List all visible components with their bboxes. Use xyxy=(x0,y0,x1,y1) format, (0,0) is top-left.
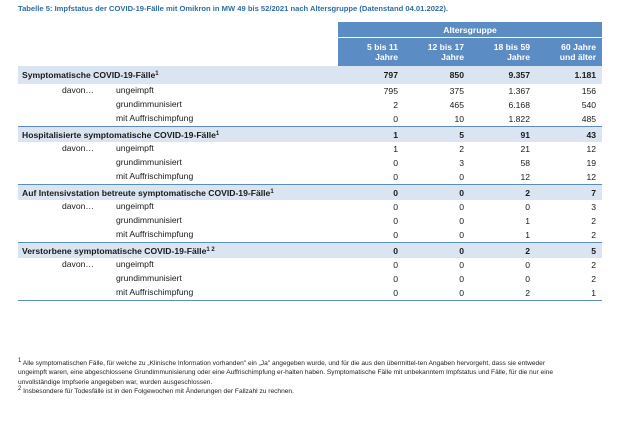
davon-label: davon… xyxy=(62,143,95,153)
row-label xyxy=(18,214,338,228)
total-cell: 797 xyxy=(338,66,404,84)
davon-label: davon… xyxy=(62,201,95,211)
total-cell: 2 xyxy=(470,185,536,201)
vaccination-status-label: grundimmunisiert xyxy=(116,215,182,225)
value-cell: 0 xyxy=(459,274,464,284)
total-cell: 1 xyxy=(338,127,404,143)
value-cell: 21 xyxy=(520,144,530,154)
row-label xyxy=(18,142,338,156)
vaccination-status-label: ungeimpft xyxy=(116,85,154,95)
vaccination-status-label: grundimmunisiert xyxy=(116,273,182,283)
row-label xyxy=(18,170,338,185)
footnote-1: $^1$ Alle symptomatischen Fälle, für welche zu „Klinische Information vorhanden" ein „Ja" angegeben wurde, und für die aus den übermittel-ten Angaben hervorgeht, dass sie entweder ungeimpft waren, eine abgeschlossene Grundimmunisierung oder eine Auffrischimpfung er-halten haben. Symptomatische Fälle mit unbekanntem Impfstatus und Fälle, für die nur eine unvollständige Impfserie angegeben war, wurden ausgeschlossen. xyxy=(18,358,554,386)
value-cell: 0 xyxy=(393,158,398,168)
table-row xyxy=(18,98,602,112)
value-cell: 1.367 xyxy=(508,86,530,96)
table-row xyxy=(18,112,602,127)
value-cell: 12 xyxy=(536,170,602,185)
table-row xyxy=(18,286,602,301)
vaccination-status-label: ungeimpft xyxy=(116,143,154,153)
column-header-12-17: 12 bis 17 Jahre xyxy=(404,38,470,67)
vaccination-status-label: mit Auffrischimpfung xyxy=(116,171,194,181)
vaccination-status-table xyxy=(18,22,602,301)
vaccination-status-label: grundimmunisiert xyxy=(116,99,182,109)
table-row xyxy=(18,228,602,243)
value-cell: 0 xyxy=(338,112,404,127)
section-row xyxy=(18,243,602,259)
value-cell: 19 xyxy=(586,158,597,168)
value-cell: 0 xyxy=(459,216,464,226)
section-title: Verstorbene symptomatische COVID-19-Fälle$^{1 2}$ xyxy=(18,243,338,259)
row-label xyxy=(18,98,338,112)
footnote-2: $^2$ Insbesondere für Todesfälle ist in den Folgewochen mit Änderungen der Fallzahl zu rechnen. xyxy=(18,386,294,396)
section-title: Symptomatische COVID-19-Fälle$^1$ xyxy=(18,66,338,84)
value-cell: 0 xyxy=(338,228,404,243)
total-cell: 0 xyxy=(338,185,404,201)
table-row xyxy=(18,258,602,272)
value-cell: 0 xyxy=(393,274,398,284)
total-cell: 1.181 xyxy=(536,66,602,84)
value-cell: 156 xyxy=(581,86,597,96)
value-cell: 2 xyxy=(459,144,464,154)
total-cell: 5 xyxy=(404,127,470,143)
davon-label: davon… xyxy=(62,85,95,95)
total-cell: 7 xyxy=(536,185,602,201)
table-row xyxy=(18,170,602,185)
value-cell: 2 xyxy=(393,100,398,110)
total-cell: 43 xyxy=(536,127,602,143)
total-cell: 0 xyxy=(404,185,470,201)
value-cell: 3 xyxy=(591,202,597,212)
column-header-18-59: 18 bis 59 Jahre xyxy=(470,38,536,67)
table-row xyxy=(18,214,602,228)
header-blank xyxy=(18,22,338,38)
value-cell: 1 xyxy=(536,286,602,301)
value-cell: 0 xyxy=(338,170,404,185)
total-cell: 0 xyxy=(404,243,470,259)
section-title: Hospitalisierte symptomatische COVID-19-Fälle$^1$ xyxy=(18,127,338,143)
section-title: Auf Intensivstation betreute symptomatische COVID-19-Fälle$^1$ xyxy=(18,185,338,201)
section-row xyxy=(18,66,602,84)
value-cell: 0 xyxy=(404,286,470,301)
table-caption: Tabelle 5: Impfstatus der COVID-19-Fälle mit Omikron in MW 49 bis 52/2021 nach Altersgruppe (Datenstand 04.01.2022). xyxy=(18,4,449,13)
value-cell: 3 xyxy=(459,158,464,168)
value-cell: 0 xyxy=(459,260,464,270)
section-row xyxy=(18,127,602,143)
value-cell: 485 xyxy=(536,112,602,127)
value-cell: 0 xyxy=(525,202,530,212)
total-cell: 91 xyxy=(470,127,536,143)
value-cell: 2 xyxy=(591,216,597,226)
total-cell: 2 xyxy=(470,243,536,259)
total-cell: 9.357 xyxy=(470,66,536,84)
value-cell: 1 xyxy=(470,228,536,243)
age-group-header: Altersgruppe xyxy=(338,22,602,38)
row-label xyxy=(18,272,338,286)
value-cell: 540 xyxy=(581,100,597,110)
row-label xyxy=(18,200,338,214)
row-label xyxy=(18,156,338,170)
table-row xyxy=(18,84,602,98)
value-cell: 0 xyxy=(393,202,398,212)
vaccination-status-label: mit Auffrischimpfung xyxy=(116,287,194,297)
vaccination-status-label: mit Auffrischimpfung xyxy=(116,229,194,239)
table-row xyxy=(18,142,602,156)
value-cell: 0 xyxy=(393,260,398,270)
value-cell: 0 xyxy=(393,216,398,226)
value-cell: 1.822 xyxy=(470,112,536,127)
value-cell: 0 xyxy=(338,286,404,301)
row-label xyxy=(18,112,338,127)
vaccination-status-label: ungeimpft xyxy=(116,259,154,269)
value-cell: 1 xyxy=(525,216,530,226)
value-cell: 465 xyxy=(449,100,464,110)
total-cell: 0 xyxy=(338,243,404,259)
value-cell: 375 xyxy=(449,86,464,96)
value-cell: 0 xyxy=(404,170,470,185)
vaccination-status-label: grundimmunisiert xyxy=(116,157,182,167)
total-cell: 5 xyxy=(536,243,602,259)
value-cell: 6.168 xyxy=(508,100,530,110)
row-label xyxy=(18,286,338,301)
row-label xyxy=(18,228,338,243)
column-header-5-11: 5 bis 11 Jahre xyxy=(338,38,404,67)
davon-label: davon… xyxy=(62,259,95,269)
table-row xyxy=(18,200,602,214)
value-cell: 58 xyxy=(520,158,530,168)
value-cell: 12 xyxy=(470,170,536,185)
section-row xyxy=(18,185,602,201)
value-cell: 795 xyxy=(383,86,398,96)
value-cell: 1 xyxy=(393,144,398,154)
header-blank xyxy=(18,38,338,67)
table-row xyxy=(18,272,602,286)
value-cell: 0 xyxy=(459,202,464,212)
column-header-60-plus: 60 Jahre und älter xyxy=(536,38,602,67)
value-cell: 2 xyxy=(591,260,597,270)
row-label xyxy=(18,258,338,272)
value-cell: 2 xyxy=(591,274,597,284)
value-cell: 0 xyxy=(525,260,530,270)
value-cell: 0 xyxy=(404,228,470,243)
value-cell: 12 xyxy=(586,144,597,154)
footnotes xyxy=(18,359,558,397)
vaccination-status-label: mit Auffrischimpfung xyxy=(116,113,194,123)
value-cell: 0 xyxy=(525,274,530,284)
value-cell: 2 xyxy=(470,286,536,301)
value-cell: 2 xyxy=(536,228,602,243)
row-label xyxy=(18,84,338,98)
value-cell: 10 xyxy=(404,112,470,127)
table-row xyxy=(18,156,602,170)
vaccination-status-label: ungeimpft xyxy=(116,201,154,211)
total-cell: 850 xyxy=(404,66,470,84)
